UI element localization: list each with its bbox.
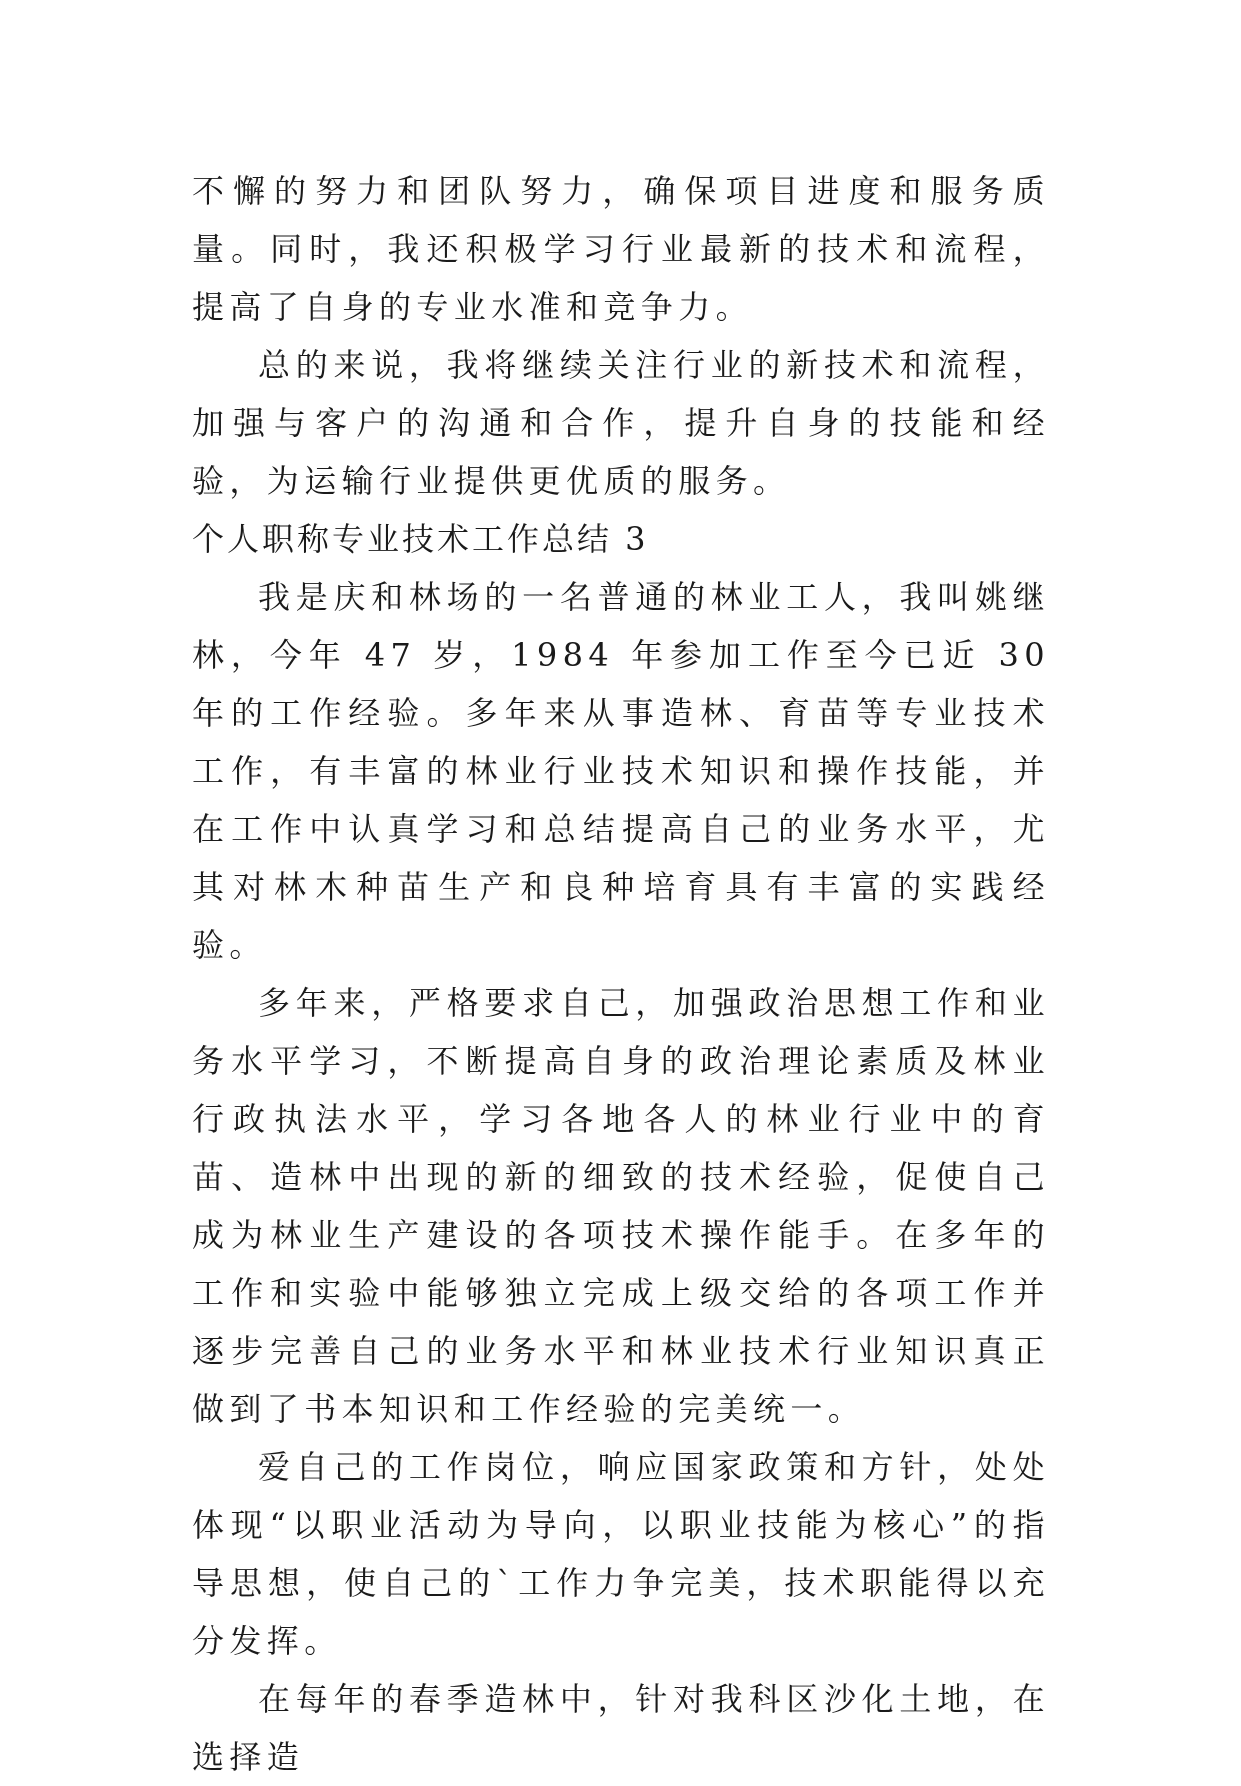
paragraph-dedication: 爱自己的工作岗位，响应国家政策和方针，处处体现“以职业活动为导向，以职业技能为核心”的指导思想，使自己的`工作力争完美，技术职能得以充分发挥。	[192, 1448, 1050, 1660]
paragraph-continued: 不懈的努力和团队努力，确保项目进度和服务质量。同时，我还积极学习行业最新的技术和流程，提高了自身的专业水准和竞争力。	[192, 172, 1050, 326]
document-page	[192, 162, 1050, 1786]
paragraph-spring-afforestation: 在每年的春季造林中，针对我科区沙化土地，在选择造	[192, 1680, 1050, 1776]
paragraph-summary: 总的来说，我将继续关注行业的新技术和流程，加强与客户的沟通和合作，提升自身的技能和经验，为运输行业提供更优质的服务。	[192, 346, 1050, 500]
section-heading: 个人职称专业技术工作总结 3	[192, 520, 649, 558]
paragraph-intro: 我是庆和林场的一名普通的林业工人，我叫姚继林，今年 47 岁，1984 年参加工作至今已近 30 年的工作经验。多年来从事造林、育苗等专业技术工作，有丰富的林业行业技术知识和操作技能，并在工作中认真学习和总结提高自己的业务水平，尤其对林木种苗生产和良种培育具有丰富的实践经验。	[192, 578, 1050, 964]
paragraph-study: 多年来，严格要求自己，加强政治思想工作和业务水平学习，不断提高自身的政治理论素质及林业行政执法水平，学习各地各人的林业行业中的育苗、造林中出现的新的细致的技术经验，促使自己成为林业生产建设的各项技术操作能手。在多年的工作和实验中能够独立完成上级交给的各项工作并逐步完善自己的业务水平和林业技术行业知识真正做到了书本知识和工作经验的完美统一。	[192, 984, 1050, 1428]
